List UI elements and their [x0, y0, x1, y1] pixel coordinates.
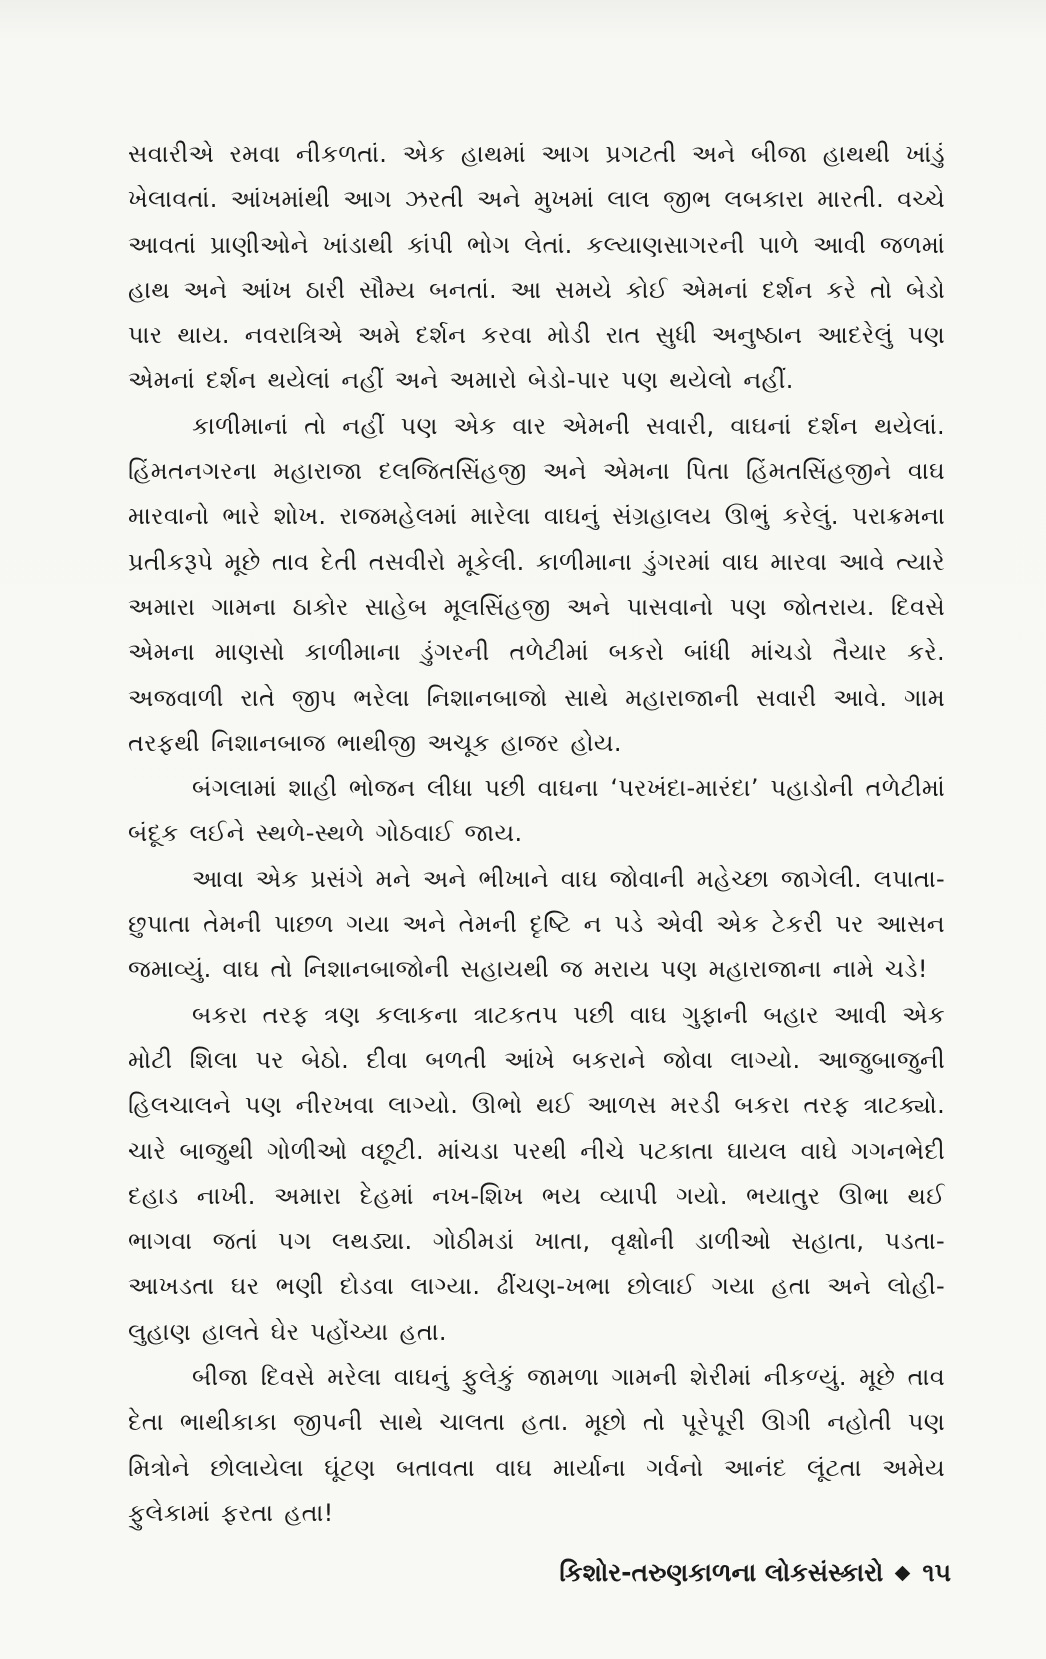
page-footer — [559, 1558, 951, 1588]
page-number: ૧૫ — [922, 1558, 951, 1587]
book-title: કિશોર-તરુણકાળના લોકસંસ્કારો — [559, 1558, 884, 1587]
paragraph-5: બકરા તરફ ત્રણ કલાકના ત્રાટકતપ પછી વાઘ ગુફાની બહાર આવી એક મોટી શિલા પર બેઠો. દીવા બળતી આંખે બકરાને જોવા લાગ્યો. આજુબાજુની હિલચાલને પણ નીરખવા લાગ્યો. ઊભો થઈ આળસ મરડી બકરા તરફ ત્રાટક્યો. ચારે બાજુથી ગોળીઓ વછૂટી. માંચડા પરથી નીચે પટકાતા ઘાયલ વાઘે ગગનભેદી દહાડ નાખી. અમારા દેહમાં નખ-શિખ ભય વ્યાપી ગયો. ભયાતુર ઊભા થઈ ભાગવા જતાં પગ લથડ્યા. ગોઠીમડાં ખાતા, વૃક્ષોની ડાળીઓ સહાતા, પડતા-આખડતા ઘર ભણી દોડવા લાગ્યા. ઢીંચણ-ખભા છોલાઈ ગયા હતા અને લોહી-લુહાણ હાલતે ઘેર પહોંચ્યા હતા. — [128, 1000, 945, 1346]
diamond-separator-icon — [895, 1565, 911, 1581]
paragraph-3: બંગલામાં શાહી ભોજન લીધા પછી વાઘના ‘પરખંદા-મારંદા’ પહાડોની તળેટીમાં બંદૂક લઈને સ્થળે-સ્થળે ગોઠવાઈ જાય. — [128, 774, 945, 848]
body-text — [128, 132, 945, 1536]
paragraph-1: સવારીએ રમવા નીકળતાં. એક હાથમાં આગ પ્રગટતી અને બીજા હાથથી ખાંડું ખેલાવતાં. આંખમાંથી આગ ઝરતી અને મુખમાં લાલ જીભ લબકારા મારતી. વચ્ચે આવતાં પ્રાણીઓને ખાંડાથી કાંપી ભોગ લેતાં. કલ્યાણસાગરની પાળે આવી જળમાં હાથ અને આંખ ઠારી સૌમ્ય બનતાં. આ સમયે કોઈ એમનાં દર્શન કરે તો બેડો પાર થાય. નવરાત્રિએ અમે દર્શન કરવા મોડી રાત સુધી અનુષ્ઠાન આદરેલું પણ એમનાં દર્શન થયેલાં નહીં અને અમારો બેડો-પાર પણ થયેલો નહીં. — [128, 140, 945, 395]
paragraph-4: આવા એક પ્રસંગે મને અને ભીખાને વાઘ જોવાની મહેચ્છા જાગેલી. લપાતા-છુપાતા તેમની પાછળ ગયા અને તેમની દૃષ્ટિ ન પડે એવી એક ટેકરી પર આસન જમાવ્યું. વાઘ તો નિશાનબાજોની સહાયથી જ મરાય પણ મહારાજાના નામે ચડે! — [128, 864, 945, 984]
paragraph-2: કાળીમાનાં તો નહીં પણ એક વાર એમની સવારી, વાઘનાં દર્શન થયેલાં. હિંમતનગરના મહારાજા દલજિતસિંહજી અને એમના પિતા હિંમતસિંહજીને વાઘ મારવાનો ભારે શોખ. રાજમહેલમાં મારેલા વાઘનું સંગ્રહાલય ઊભું કરેલું. પરાક્રમના પ્રતીકરૂપે મૂછે તાવ દેતી તસવીરો મૂકેલી. કાળીમાના ડુંગરમાં વાઘ મારવા આવે ત્યારે અમારા ગામના ઠાકોર સાહેબ મૂલસિંહજી અને પાસવાનો પણ જોતરાય. દિવસે એમના માણસો કાળીમાના ડુંગરની તળેટીમાં બકરો બાંધી માંચડો તૈયાર કરે. અજવાળી રાતે જીપ ભરેલા નિશાનબાજો સાથે મહારાજાની સવારી આવે. ગામ તરફથી નિશાનબાજ ભાથીજી અચૂક હાજર હોય. — [128, 411, 945, 757]
paragraph-6: બીજા દિવસે મરેલા વાઘનું ફુલેકું જામળા ગામની શેરીમાં નીકળ્યું. મૂછે તાવ દેતા ભાથીકાકા જીપની સાથે ચાલતા હતા. મૂછો તો પૂરેપૂરી ઊગી નહોતી પણ મિત્રોને છોલાયેલા ઘૂંટણ બતાવતા વાઘ માર્યાના ગર્વનો આનંદ લૂંટતા અમેય ફુલેકામાં ફરતા હતા! — [128, 1363, 945, 1527]
